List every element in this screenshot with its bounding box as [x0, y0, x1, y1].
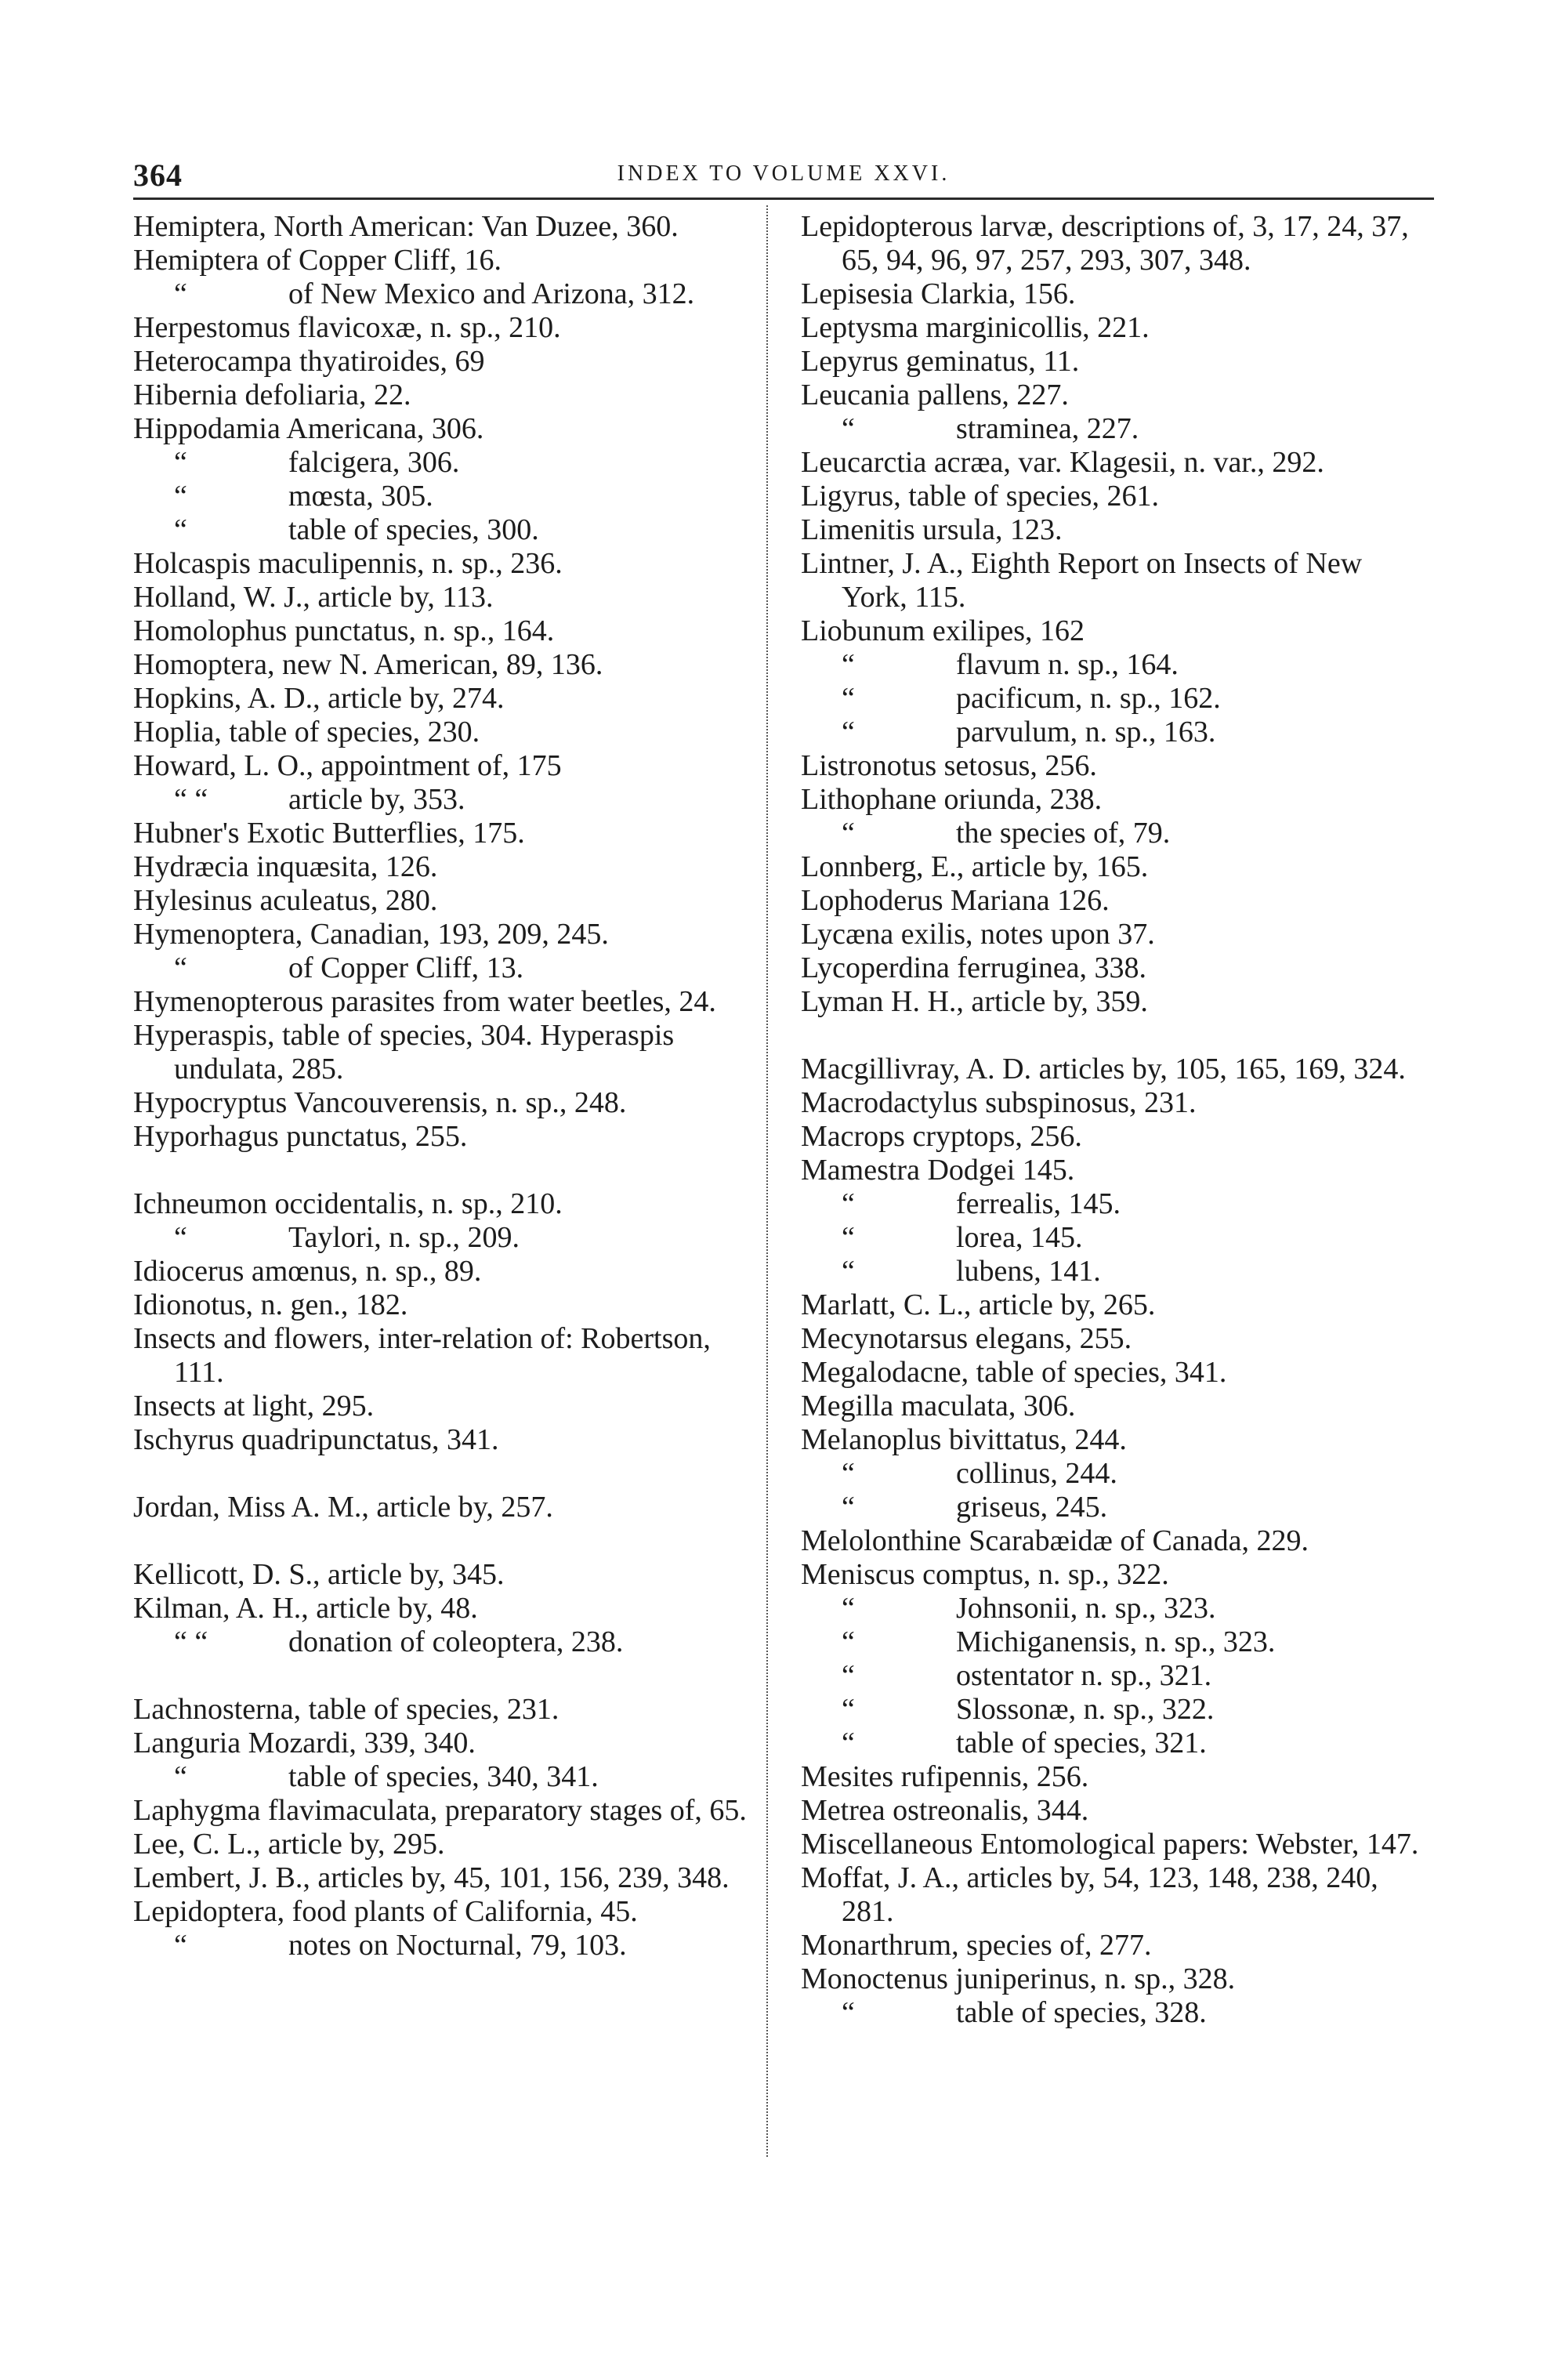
- index-entry-text: Kellicott, D. S., article by, 345.: [133, 1558, 505, 1591]
- index-entry: [801, 1828, 1428, 1861]
- index-entry-text: Lyman H. H., article by, 359.: [801, 985, 1148, 1018]
- index-entry: [133, 1592, 760, 1625]
- ditto-mark: “: [842, 412, 855, 445]
- index-entry: [133, 345, 760, 379]
- index-subentry: [801, 1457, 1428, 1491]
- index-entry: [133, 1288, 760, 1322]
- index-entry: [133, 850, 760, 884]
- index-entry: [133, 1423, 760, 1457]
- index-entry-text: table of species, 328.: [956, 1996, 1207, 2029]
- index-entry-text: Lycæna exilis, notes upon 37.: [801, 918, 1155, 951]
- index-entry: [801, 1524, 1428, 1558]
- index-entry-text: Ligyrus, table of species, 261.: [801, 480, 1159, 513]
- index-entry: [133, 1861, 760, 1895]
- index-subentry: [801, 1592, 1428, 1625]
- index-entry: [801, 614, 1428, 648]
- index-entry-text: Hemiptera of Copper Cliff, 16.: [133, 244, 502, 277]
- index-entry-text: Howard, L. O., appointment of, 175: [133, 749, 562, 782]
- ditto-mark: “: [842, 1625, 855, 1658]
- index-entry: [133, 749, 760, 783]
- index-subentry: [801, 1727, 1428, 1760]
- index-entry: [801, 985, 1428, 1019]
- index-entry-text: falcigera, 306.: [288, 446, 460, 479]
- index-subentry: [801, 1255, 1428, 1288]
- index-entry-text: Megilla maculata, 306.: [801, 1390, 1076, 1422]
- ditto-mark: “: [174, 1760, 187, 1793]
- index-entry: [133, 985, 760, 1019]
- index-entry: [801, 1053, 1428, 1086]
- index-entry: [133, 1086, 760, 1120]
- index-entry: [133, 1187, 760, 1221]
- index-entry-text: Listronotus setosus, 256.: [801, 749, 1097, 782]
- ditto-mark: “: [174, 951, 187, 984]
- index-entry: [801, 1086, 1428, 1120]
- index-entry-text: Taylori, n. sp., 209.: [288, 1221, 520, 1254]
- page-number: 364: [133, 158, 183, 193]
- index-entry: [133, 1895, 760, 1929]
- index-entry: [801, 918, 1428, 951]
- index-entry: [801, 1558, 1428, 1592]
- index-entry: [801, 1390, 1428, 1423]
- index-subentry: [801, 716, 1428, 749]
- index-subentry: [133, 1221, 760, 1255]
- index-entry-text: Leptysma marginicollis, 221.: [801, 311, 1150, 344]
- index-entry-text: mœsta, 305.: [288, 480, 433, 513]
- index-entry-text: Kilman, A. H., article by, 48.: [133, 1592, 478, 1625]
- index-column-right: [801, 210, 1428, 2030]
- index-subentry: [801, 1996, 1428, 2030]
- index-entry: [133, 1693, 760, 1727]
- index-entry-text: pacificum, n. sp., 162.: [956, 682, 1221, 715]
- index-entry-text: Holland, W. J., article by, 113.: [133, 581, 494, 614]
- index-entry: [801, 1929, 1428, 1962]
- index-subentry: [133, 1760, 760, 1794]
- index-entry: [133, 210, 760, 244]
- ditto-mark: “: [174, 1221, 187, 1254]
- index-entry-text: Hemiptera, North American: Van Duzee, 360.: [133, 210, 679, 243]
- index-entry-text: Homoptera, new N. American, 89, 136.: [133, 648, 603, 681]
- column-divider: [766, 205, 768, 2157]
- index-entry-text: Johnsonii, n. sp., 323.: [956, 1592, 1216, 1625]
- ditto-mark: “: [842, 1221, 855, 1254]
- index-entry-text: Limenitis ursula, 123.: [801, 513, 1063, 546]
- index-subentry: [133, 446, 760, 480]
- index-subentry: [133, 513, 760, 547]
- index-entry: [801, 1794, 1428, 1828]
- index-subentry: [133, 951, 760, 985]
- index-entry-text: Hyporhagus punctatus, 255.: [133, 1120, 468, 1153]
- index-entry: [133, 244, 760, 277]
- index-entry-text: Lee, C. L., article by, 295.: [133, 1828, 445, 1861]
- index-subentry: [133, 1625, 760, 1659]
- index-entry: [801, 884, 1428, 918]
- index-entry: [801, 446, 1428, 480]
- index-subentry: [801, 1625, 1428, 1659]
- index-entry-text: Ischyrus quadripunctatus, 341.: [133, 1423, 499, 1456]
- index-subentry: [801, 1221, 1428, 1255]
- index-entry-text: Holcaspis maculipennis, n. sp., 236.: [133, 547, 563, 580]
- ditto-mark: “: [842, 1491, 855, 1524]
- ditto-mark: “: [842, 716, 855, 748]
- index-entry-text: ostentator n. sp., 321.: [956, 1659, 1212, 1692]
- index-subentry: [801, 682, 1428, 716]
- ditto-mark: “ “: [174, 783, 208, 816]
- index-entry-text: Insects at light, 295.: [133, 1390, 375, 1422]
- ditto-mark: “: [842, 1255, 855, 1288]
- ditto-mark: “: [842, 648, 855, 681]
- index-entry: [133, 547, 760, 581]
- index-entry-text: Melolonthine Scarabæidæ of Canada, 229.: [801, 1524, 1309, 1557]
- index-entry-text: Macrodactylus subspinosus, 231.: [801, 1086, 1197, 1119]
- index-subentry: [801, 1491, 1428, 1524]
- index-entry: [801, 1288, 1428, 1322]
- index-entry-text: Hibernia defoliaria, 22.: [133, 379, 411, 411]
- index-subentry: [801, 1659, 1428, 1693]
- index-entry: [133, 1019, 760, 1086]
- index-entry: [801, 783, 1428, 817]
- index-entry-text: Ichneumon occidentalis, n. sp., 210.: [133, 1187, 563, 1220]
- index-entry-text: collinus, 244.: [956, 1457, 1117, 1490]
- index-entry-text: Leucania pallens, 227.: [801, 379, 1069, 411]
- index-entry: [801, 951, 1428, 985]
- index-entry: [133, 1120, 760, 1154]
- index-entry: [801, 345, 1428, 379]
- index-entry-text: Liobunum exilipes, 162: [801, 614, 1085, 647]
- index-entry: [133, 682, 760, 716]
- ditto-mark: “: [842, 1457, 855, 1490]
- index-entry: [133, 379, 760, 412]
- index-entry: [133, 648, 760, 682]
- index-entry-text: Monoctenus juniperinus, n. sp., 328.: [801, 1962, 1236, 1995]
- index-entry-text: Hypocryptus Vancouverensis, n. sp., 248.: [133, 1086, 627, 1119]
- index-entry-text: Hoplia, table of species, 230.: [133, 716, 480, 748]
- header-rule: [133, 198, 1434, 200]
- index-subentry: [801, 1187, 1428, 1221]
- index-entry: [133, 412, 760, 446]
- index-entry-text: Lachnosterna, table of species, 231.: [133, 1693, 559, 1726]
- ditto-mark: “: [842, 1996, 855, 2029]
- index-entry-text: Monarthrum, species of, 277.: [801, 1929, 1152, 1962]
- ditto-mark: “: [842, 1727, 855, 1759]
- index-entry: [133, 1322, 760, 1390]
- index-entry: [133, 1558, 760, 1592]
- index-entry-text: table of species, 321.: [956, 1727, 1207, 1759]
- index-entry: [133, 918, 760, 951]
- index-entry-text: Hippodamia Americana, 306.: [133, 412, 484, 445]
- index-entry-text: notes on Nocturnal, 79, 103.: [288, 1929, 627, 1962]
- index-entry-text: Hopkins, A. D., article by, 274.: [133, 682, 505, 715]
- ditto-mark: “: [174, 1929, 187, 1962]
- index-subentry: [133, 1929, 760, 1962]
- ditto-mark: “: [174, 513, 187, 546]
- index-entry-text: table of species, 300.: [288, 513, 539, 546]
- index-entry-text: ferrealis, 145.: [956, 1187, 1121, 1220]
- ditto-mark: “: [174, 480, 187, 513]
- index-entry-text: Mesites rufipennis, 256.: [801, 1760, 1089, 1793]
- index-entry-text: Lithophane oriunda, 238.: [801, 783, 1103, 816]
- running-title: INDEX TO VOLUME XXVI.: [617, 161, 951, 186]
- index-entry-text: Slossonæ, n. sp., 322.: [956, 1693, 1215, 1726]
- index-entry-text: Hymenoptera, Canadian, 193, 209, 245.: [133, 918, 609, 951]
- index-entry: [801, 1322, 1428, 1356]
- index-entry: [801, 210, 1428, 277]
- index-entry: [801, 1356, 1428, 1390]
- section-gap: [133, 1457, 760, 1491]
- index-entry-text: Idiocerus amœnus, n. sp., 89.: [133, 1255, 482, 1288]
- index-entry: [133, 1390, 760, 1423]
- index-entry-text: Herpestomus flavicoxæ, n. sp., 210.: [133, 311, 561, 344]
- index-entry-text: Michiganensis, n. sp., 323.: [956, 1625, 1276, 1658]
- index-entry: [801, 547, 1428, 614]
- index-entry-text: Jordan, Miss A. M., article by, 257.: [133, 1491, 553, 1524]
- section-gap: [133, 1524, 760, 1558]
- index-entry-text: flavum n. sp., 164.: [956, 648, 1179, 681]
- index-entry: [801, 850, 1428, 884]
- index-entry-text: Lepidopterous larvæ, descriptions of, 3, 17, 24, 37, 65, 94, 96, 97, 257, 293, 307, 348.: [801, 210, 1409, 277]
- index-entry-text: Macgillivray, A. D. articles by, 105, 165, 169, 324.: [801, 1053, 1406, 1085]
- index-entry-text: Mamestra Dodgei 145.: [801, 1154, 1075, 1187]
- index-entry: [133, 614, 760, 648]
- ditto-mark: “: [842, 1693, 855, 1726]
- index-entry-text: Hymenopterous parasites from water beetles, 24.: [133, 985, 716, 1018]
- index-entry: [133, 1794, 760, 1828]
- ditto-mark: “: [842, 817, 855, 850]
- index-entry: [801, 480, 1428, 513]
- index-entry: [133, 311, 760, 345]
- index-column-left: [133, 210, 760, 1962]
- section-gap: [133, 1154, 760, 1187]
- index-entry-text: lubens, 141.: [956, 1255, 1101, 1288]
- index-entry-text: Heterocampa thyatiroides, 69: [133, 345, 485, 378]
- ditto-mark: “: [842, 1187, 855, 1220]
- index-entry-text: Insects and flowers, inter-relation of: Robertson, 111.: [133, 1322, 711, 1389]
- index-entry: [801, 1423, 1428, 1457]
- index-entry: [801, 1154, 1428, 1187]
- index-entry-text: Marlatt, C. L., article by, 265.: [801, 1288, 1156, 1321]
- ditto-mark: “ “: [174, 1625, 208, 1658]
- index-entry-text: Melanoplus bivittatus, 244.: [801, 1423, 1127, 1456]
- index-entry: [801, 513, 1428, 547]
- index-entry: [801, 1861, 1428, 1929]
- index-entry: [801, 277, 1428, 311]
- index-entry-text: the species of, 79.: [956, 817, 1171, 850]
- index-entry: [801, 311, 1428, 345]
- page-header: [133, 157, 1434, 201]
- index-entry: [801, 1120, 1428, 1154]
- index-entry: [801, 749, 1428, 783]
- index-entry-text: griseus, 245.: [956, 1491, 1108, 1524]
- index-entry: [133, 817, 760, 850]
- index-entry-text: straminea, 227.: [956, 412, 1139, 445]
- index-entry-text: Lintner, J. A., Eighth Report on Insects of New York, 115.: [801, 547, 1363, 614]
- index-entry-text: Hydræcia inquæsita, 126.: [133, 850, 438, 883]
- index-entry-text: Leucarctia acræa, var. Klagesii, n. var., 292.: [801, 446, 1324, 479]
- index-entry-text: Lepisesia Clarkia, 156.: [801, 277, 1076, 310]
- index-subentry: [801, 412, 1428, 446]
- index-entry: [801, 379, 1428, 412]
- index-entry-text: Lycoperdina ferruginea, 338.: [801, 951, 1147, 984]
- index-entry: [133, 1255, 760, 1288]
- index-entry: [133, 1491, 760, 1524]
- index-entry-text: parvulum, n. sp., 163.: [956, 716, 1216, 748]
- index-entry-text: Homolophus punctatus, n. sp., 164.: [133, 614, 555, 647]
- index-entry-text: Lonnberg, E., article by, 165.: [801, 850, 1149, 883]
- index-entry-text: Hubner's Exotic Butterflies, 175.: [133, 817, 525, 850]
- index-subentry: [801, 648, 1428, 682]
- index-subentry: [801, 1693, 1428, 1727]
- index-subentry: [133, 480, 760, 513]
- index-entry: [133, 1828, 760, 1861]
- index-subentry: [133, 277, 760, 311]
- index-entry-text: of New Mexico and Arizona, 312.: [288, 277, 695, 310]
- ditto-mark: “: [174, 446, 187, 479]
- index-entry-text: article by, 353.: [288, 783, 465, 816]
- index-entry-text: Languria Mozardi, 339, 340.: [133, 1727, 476, 1759]
- index-entry-text: Idionotus, n. gen., 182.: [133, 1288, 408, 1321]
- ditto-mark: “: [842, 1592, 855, 1625]
- index-entry-text: Laphygma flavimaculata, preparatory stages of, 65.: [133, 1794, 747, 1827]
- index-entry-text: Lepidoptera, food plants of California, 45.: [133, 1895, 638, 1928]
- section-gap: [133, 1659, 760, 1693]
- index-subentry: [801, 817, 1428, 850]
- section-gap: [801, 1019, 1428, 1053]
- index-entry: [801, 1760, 1428, 1794]
- index-entry-text: Miscellaneous Entomological papers: Webster, 147.: [801, 1828, 1419, 1861]
- index-entry-text: Hyperaspis, table of species, 304. Hyperaspis undulata, 285.: [133, 1019, 675, 1085]
- index-entry-text: Moffat, J. A., articles by, 54, 123, 148, 238, 240, 281.: [801, 1861, 1378, 1928]
- index-entry-text: Lembert, J. B., articles by, 45, 101, 156, 239, 348.: [133, 1861, 730, 1894]
- index-entry: [133, 716, 760, 749]
- ditto-mark: “: [842, 1659, 855, 1692]
- index-entry-text: lorea, 145.: [956, 1221, 1083, 1254]
- index-entry: [133, 884, 760, 918]
- index-entry-text: Lepyrus geminatus, 11.: [801, 345, 1080, 378]
- index-entry-text: donation of coleoptera, 238.: [288, 1625, 624, 1658]
- index-entry: [133, 1727, 760, 1760]
- index-entry-text: Metrea ostreonalis, 344.: [801, 1794, 1089, 1827]
- ditto-mark: “: [842, 682, 855, 715]
- index-entry-text: of Copper Cliff, 13.: [288, 951, 524, 984]
- index-entry-text: Meniscus comptus, n. sp., 322.: [801, 1558, 1169, 1591]
- index-entry: [133, 581, 760, 614]
- index-subentry: [133, 783, 760, 817]
- index-entry-text: Lophoderus Mariana 126.: [801, 884, 1110, 917]
- index-entry-text: Macrops cryptops, 256.: [801, 1120, 1082, 1153]
- ditto-mark: “: [174, 277, 187, 310]
- index-entry-text: Megalodacne, table of species, 341.: [801, 1356, 1227, 1389]
- index-entry-text: table of species, 340, 341.: [288, 1760, 599, 1793]
- index-entry-text: Hylesinus aculeatus, 280.: [133, 884, 438, 917]
- index-entry-text: Mecynotarsus elegans, 255.: [801, 1322, 1132, 1355]
- index-entry: [801, 1962, 1428, 1996]
